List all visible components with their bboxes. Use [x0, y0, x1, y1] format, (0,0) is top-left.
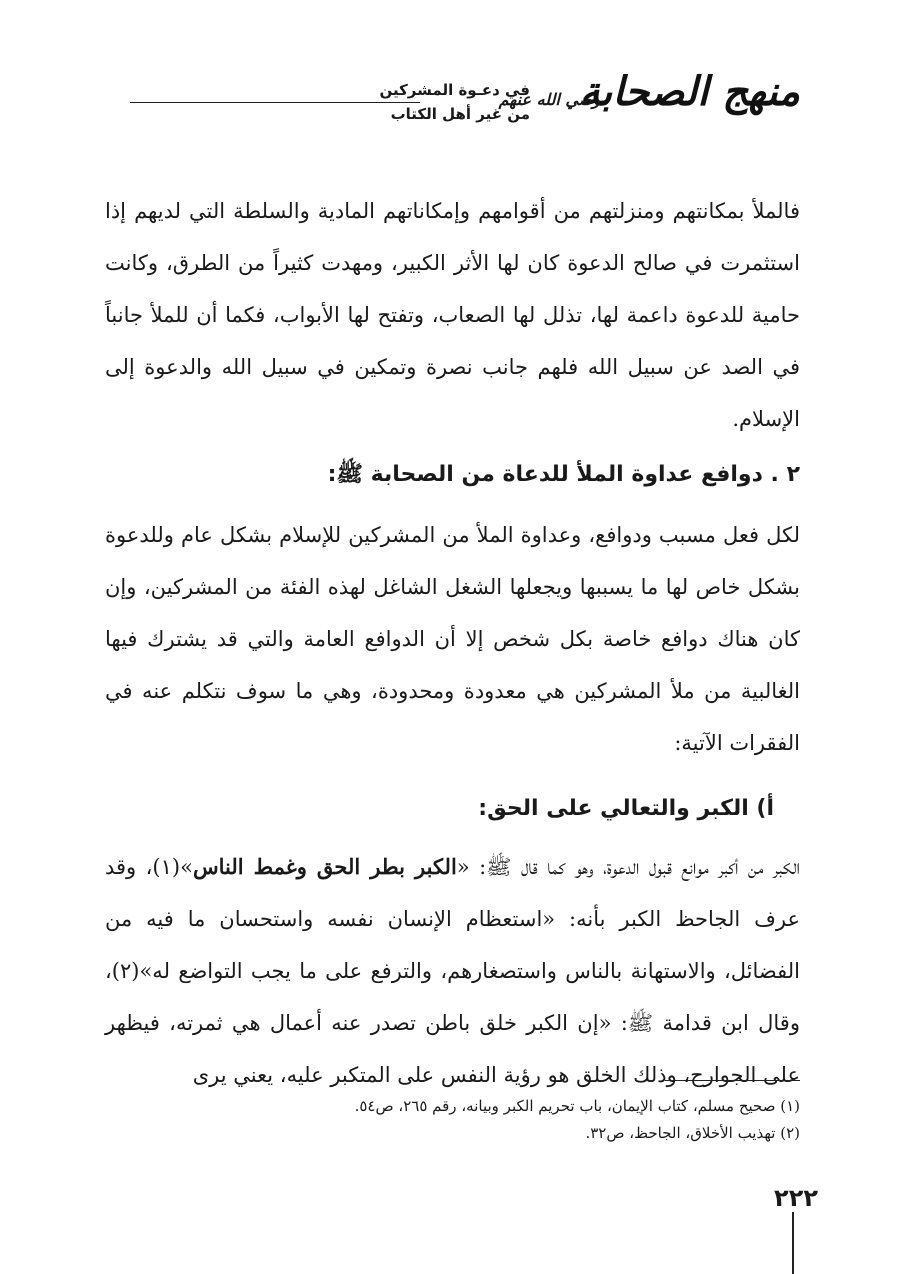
paragraph-3	[105, 841, 800, 1101]
subtitle-line-2: من غير أهل الكتاب	[390, 105, 530, 123]
page-number: ٢٢٢	[774, 1184, 818, 1212]
footnote-rule	[665, 1080, 800, 1081]
header-rule	[130, 102, 420, 103]
honorific-phrase: رضي الله عنهم	[498, 90, 600, 109]
running-header	[100, 60, 800, 140]
section-heading-2: ٢ . دوافع عداوة الملأ للدعاة من الصحابة ﷺ:	[327, 462, 800, 487]
page-number-bar	[792, 1212, 794, 1274]
footnotes	[105, 1093, 800, 1147]
subtitle-line-1: في دعـوة المشركين	[379, 81, 530, 99]
footnote-2: (٢) تهذيب الأخلاق، الجاحظ، ص٣٢.	[585, 1124, 800, 1142]
paragraph-3-rest: »(١)، وقد عرف الجاحظ الكبر بأنه: «استعظام الإنسان نفسه واستحسان ما فيه من الفضائل، والاستهانة بالناس واستصغارهم، والترفع على ما يجب التواضع له»(٢)، وقال ابن قدامة ﷺ: «إن الكبر خلق باطن تصدر عنه أعمال هي ثمرته، فيظهر على الجوارح، وذلك الخلق هو رؤية النفس على المتكبر عليه، يعني يرى	[105, 855, 800, 1087]
paragraph-3-start: الكبر من أكبر موانع قبول الدعوة، وهو كما قال ﷺ: «	[456, 855, 800, 879]
subsection-heading-a: أ) الكبر والتعالي على الحق:	[478, 796, 774, 821]
paragraph-2: لكل فعل مسبب ودوافع، وعداوة الملأ من المشركين للإسلام بشكل عام وللدعوة بشكل خاص لها ما يسببها ويجعلها الشغل الشاغل لهذه الفئة من المشركين، وإن كان هناك دوافع خاصة بكل شخص إلا أن الدوافع العامة والتي قد يشترك فيها الغالبية من ملأ المشركين هي معدودة ومحدودة، وهي ما سوف نتكلم عنه في الفقرات الآتية:	[105, 523, 800, 755]
main-text	[105, 185, 800, 1101]
book-title: منهج الصحابة	[579, 68, 800, 115]
footnote-1: (١) صحيح مسلم، كتاب الإيمان، باب تحريم الكبر وبيانه، رقم ٢٦٥، ص٥٤.	[354, 1097, 800, 1115]
hadith-quote: الكبر بطر الحق وغمط الناس	[192, 854, 457, 879]
paragraph-1: فالملأ بمكانتهم ومنزلتهم من أقوامهم وإمكاناتهم المادية والسلطة التي لديهم إذا استثمرت في صالح الدعوة كان لها الأثر الكبير، ومهدت كثيراً من الطرق، وكانت حامية للدعوة داعمة لها، تذلل لها الصعاب، وتفتح لها الأبواب، فكما أن للملأ جانباً في الصد عن سبيل الله فلهم جانب نصرة وتمكين في سبيل الله والدعوة إلى الإسلام.	[105, 199, 800, 431]
